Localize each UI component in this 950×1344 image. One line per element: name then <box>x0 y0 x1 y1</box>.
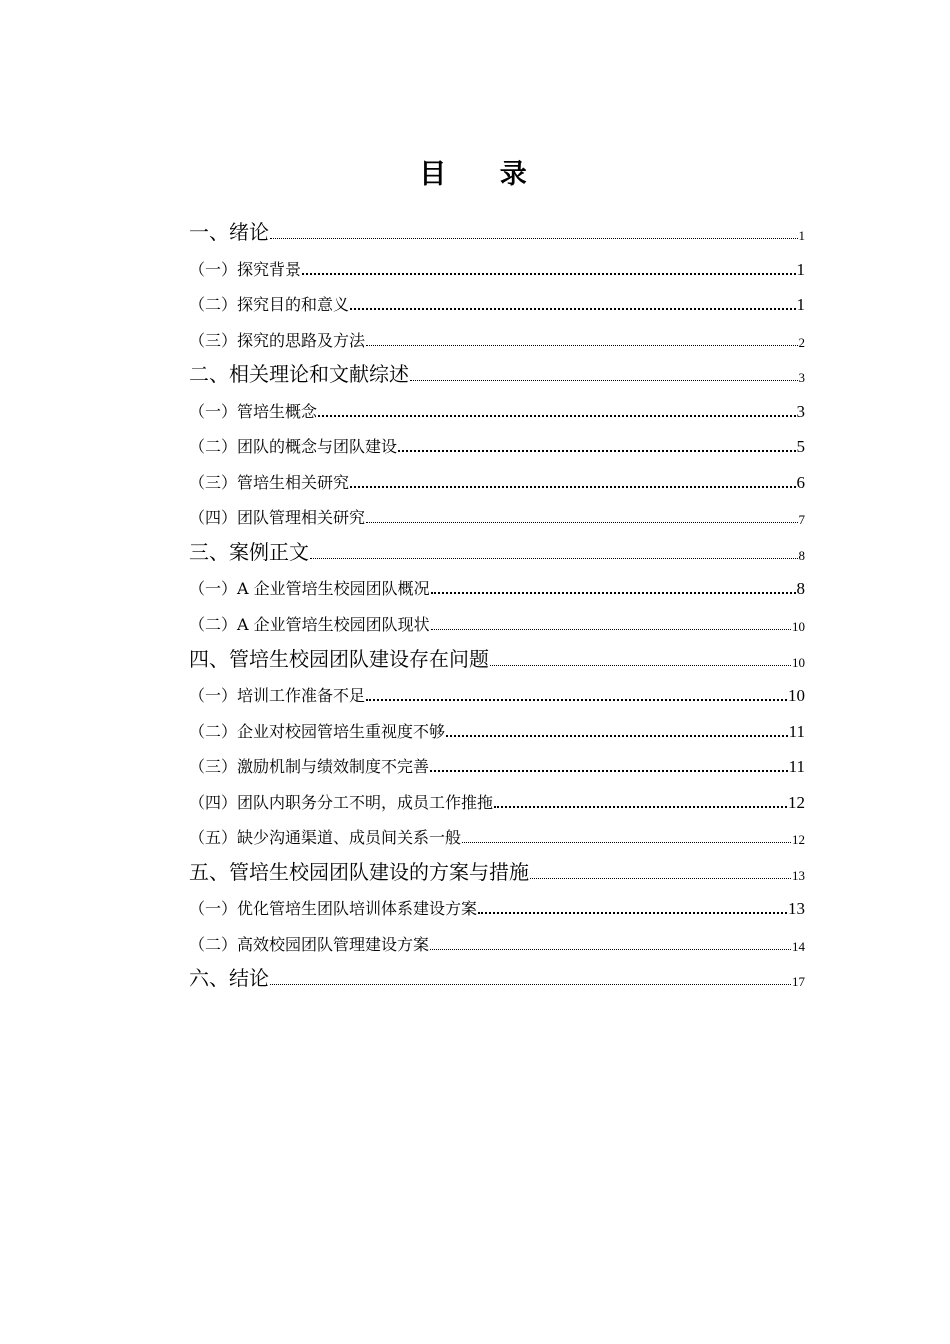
toc-title: 目 录 <box>419 159 549 190</box>
dot-leader <box>366 697 787 701</box>
toc-entry[interactable] <box>189 639 805 669</box>
dot-leader <box>270 982 791 985</box>
toc-entry[interactable] <box>189 816 805 846</box>
dot-leader <box>302 271 795 275</box>
dot-leader <box>350 484 795 488</box>
dot-leader <box>270 236 798 239</box>
toc-entry[interactable] <box>189 283 805 313</box>
dot-leader <box>430 768 788 772</box>
toc-entry-label: （二）团队的概念与团队建设 <box>189 437 398 456</box>
toc-entry[interactable] <box>189 923 805 953</box>
toc-entry-label: （二）高效校园团队管理建设方案 <box>189 935 430 954</box>
dot-leader <box>410 378 798 381</box>
toc-entry[interactable] <box>189 852 805 882</box>
toc-entry[interactable] <box>189 532 805 562</box>
toc-entry-label: （三）探究的思路及方法 <box>189 331 366 350</box>
toc-entry-label: （一）A 企业管培生校园团队概况 <box>189 579 430 598</box>
toc-entry[interactable] <box>189 390 805 420</box>
toc-entry-page: 17 <box>792 974 805 989</box>
toc-entry-label: 四、管培生校园团队建设存在问题 <box>189 647 489 671</box>
toc-entry-page: 1 <box>796 295 805 314</box>
dot-leader <box>462 840 791 843</box>
toc-entry[interactable] <box>189 567 805 597</box>
toc-entry-page: 10 <box>788 686 805 705</box>
dot-leader <box>366 520 797 523</box>
dot-leader <box>430 947 791 950</box>
toc-entry-label: 二、相关理论和文献综述 <box>189 362 409 386</box>
toc-entry-label: （一）管培生概念 <box>189 402 318 421</box>
dot-leader <box>490 663 791 666</box>
toc-entry-page: 8 <box>798 548 805 563</box>
toc-entry-label: 三、案例正文 <box>189 540 309 564</box>
dot-leader <box>478 910 787 914</box>
toc-entry-page: 13 <box>788 899 805 918</box>
toc-entry[interactable] <box>189 461 805 491</box>
toc-entry-label: （一）探究背景 <box>189 260 302 279</box>
toc-entry-label: （五）缺少沟通渠道、成员间关系一般 <box>189 828 462 847</box>
toc-entry-page: 13 <box>792 868 805 883</box>
toc-entry-page: 5 <box>796 437 805 456</box>
toc-entry[interactable] <box>189 745 805 775</box>
toc-entry-page: 1 <box>798 228 805 243</box>
dot-leader <box>431 627 791 630</box>
toc-entry-page: 10 <box>792 655 805 670</box>
toc-entry-label: （二）A 企业管培生校园团队现状 <box>189 615 430 634</box>
toc-entry-page: 11 <box>788 757 805 776</box>
toc-entry[interactable] <box>189 781 805 811</box>
toc-entry-page: 10 <box>792 619 805 634</box>
toc-entry-page: 2 <box>798 335 805 350</box>
toc-entry-page: 6 <box>796 473 805 492</box>
toc-entry[interactable] <box>189 887 805 917</box>
toc-entry-label: （三）激励机制与绩效制度不完善 <box>189 757 430 776</box>
toc-entry-label: （二）企业对校园管培生重视度不够 <box>189 722 446 741</box>
dot-leader <box>398 448 795 452</box>
toc-entry-page: 7 <box>798 512 805 527</box>
toc-entry-page: 3 <box>798 370 805 385</box>
toc-entry-label: 一、绪论 <box>189 220 269 244</box>
dot-leader <box>366 343 797 346</box>
dot-leader <box>310 556 798 559</box>
toc-entry[interactable] <box>189 425 805 455</box>
toc-entry[interactable] <box>189 248 805 278</box>
dot-leader <box>530 876 791 879</box>
toc-entry-label: 六、结论 <box>189 966 269 990</box>
dot-leader <box>446 733 788 737</box>
toc-entry[interactable] <box>189 710 805 740</box>
dot-leader <box>350 306 795 310</box>
toc-entry[interactable] <box>189 354 805 384</box>
toc-entry-page: 8 <box>796 579 805 598</box>
toc-entry-page: 12 <box>792 832 805 847</box>
toc-entry-label: （一）优化管培生团队培训体系建设方案 <box>189 899 478 918</box>
toc-entry[interactable] <box>189 603 805 633</box>
toc-entry-page: 1 <box>796 260 805 279</box>
toc-entry[interactable] <box>189 319 805 349</box>
toc-entry[interactable] <box>189 958 805 988</box>
toc-entry[interactable] <box>189 496 805 526</box>
dot-leader <box>318 413 795 417</box>
toc-entry-label: （四）团队管理相关研究 <box>189 508 366 527</box>
toc-entry-page: 3 <box>796 402 805 421</box>
toc-entry[interactable] <box>189 212 805 242</box>
toc-entry-label: （二）探究目的和意义 <box>189 295 350 314</box>
toc-entry-label: （四）团队内职务分工不明，成员工作推拖 <box>189 793 494 812</box>
toc-entry-page: 14 <box>792 939 805 954</box>
dot-leader <box>431 590 796 594</box>
dot-leader <box>494 804 787 808</box>
toc-entry-label: （一）培训工作准备不足 <box>189 686 366 705</box>
toc-entry[interactable] <box>189 674 805 704</box>
toc-entry-label: 五、管培生校园团队建设的方案与措施 <box>189 860 529 884</box>
toc-entry-label: （三）管培生相关研究 <box>189 473 350 492</box>
toc-entry-page: 11 <box>788 722 805 741</box>
toc-entry-page: 12 <box>788 793 805 812</box>
